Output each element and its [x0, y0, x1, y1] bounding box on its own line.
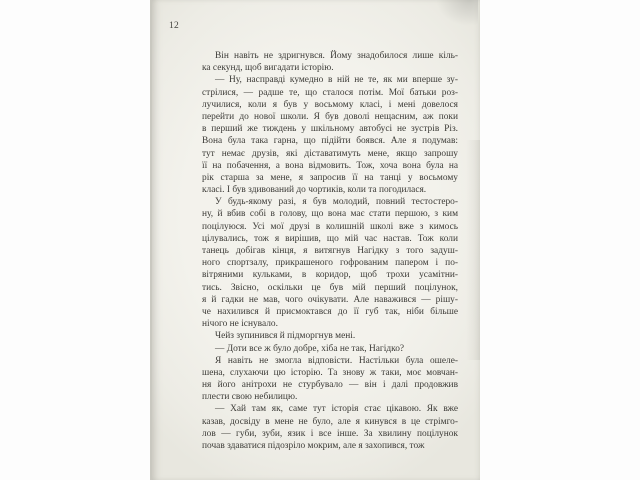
text-line: я й гадки не мав, чого очікувати. Але наважився — рішу-	[202, 294, 458, 305]
text-line: ка секунд, щоб вигадати історію.	[202, 63, 334, 74]
page-text	[202, 50, 458, 452]
page-corner-shadow	[436, 0, 478, 26]
text-line: лов — губи, зуби, язик і все інше. За хвилину поцілунок	[202, 428, 458, 439]
text-line: її на побачення, а вона відмовить. Тож, хоча вона була на	[202, 160, 458, 171]
text-line: — Ну, насправді кумедно в ній не те, як ми вперше зу-	[215, 75, 458, 86]
text-line: — Доти все ж було добре, хіба не так, Нагідко?	[215, 343, 405, 354]
text-line: рік старша за мене, я запросив її на танці у восьмому	[202, 172, 458, 183]
text-line: Вона була така гарна, що підійти боявся. Але я подумав:	[202, 136, 458, 147]
text-line: ного спортзалу, прикрашеного гофрованим папером і по-	[202, 258, 458, 269]
text-line: тут немає друзів, які діставатимуть мене, якщо запрошу	[202, 148, 458, 159]
text-line: Він навіть не здригнувся. Йому знадобилося лише кіль-	[215, 51, 458, 61]
text-line: Я навіть не змогла відповісти. Настільки була ошеле-	[215, 355, 458, 366]
text-line: нічого не існувало.	[202, 319, 278, 330]
page-number: 12	[169, 21, 180, 31]
text-line: плести свою небилицю.	[202, 392, 298, 403]
text-line: цілувались, тож я вирішив, що мій час настав. Тож коли	[202, 233, 458, 244]
text-line: Чейз зупинився й підморгнув мені.	[215, 331, 356, 342]
book-page	[150, 0, 480, 480]
text-line: шена, слухаючи цю історію. Та знову ж таки, моє мовчан-	[202, 367, 458, 378]
text-line: перейти до нової школи. Я був доволі нещасним, аж поки	[202, 111, 458, 122]
text-line: вітряними кульками, в коридор, щоб трохи усамітни-	[202, 270, 458, 281]
text-line: че нахилився й присмоктався до її губ так, ніби більше	[202, 306, 458, 317]
text-line: казав, досвіду в мене не було, але я кинувся в це стрімго-	[202, 416, 458, 427]
text-line: лучилися, коли я був у восьмому класі, і мені довелося	[202, 99, 458, 110]
text-line: ня його анітрохи не стурбувало — він і далі продовжив	[202, 380, 458, 391]
text-line: танець добігав кінця, я витягнув Нагідку з того задуш-	[202, 246, 458, 256]
text-line: ну, й вбив собі в голову, що вона має стати першою, з ким	[202, 209, 458, 220]
text-line: поцілуюся. Усі мої друзі в колишній школі вже з кимось	[202, 221, 458, 232]
text-line: У будь-якому разі, я був молодий, повний тестостеро-	[215, 197, 458, 208]
text-line: стрілися, — радше те, що сталося потім. Мої батьки роз-	[202, 87, 458, 98]
page-edge-shadow	[466, 140, 480, 360]
text-line: тись. Звісно, оскільки це був мій перший поцілунок,	[202, 282, 458, 293]
text-line: почав здаватися підозріло мокрим, але я захопився, тож	[202, 441, 425, 451]
text-line: — Хай там як, саме тут історія стає цікавою. Як вже	[215, 404, 458, 415]
text-line: класі. І був здивований до чортиків, коли та погодилася.	[202, 185, 427, 196]
text-line: в перший же тиждень у шкільному автобусі не зустрів Різ.	[202, 124, 458, 135]
